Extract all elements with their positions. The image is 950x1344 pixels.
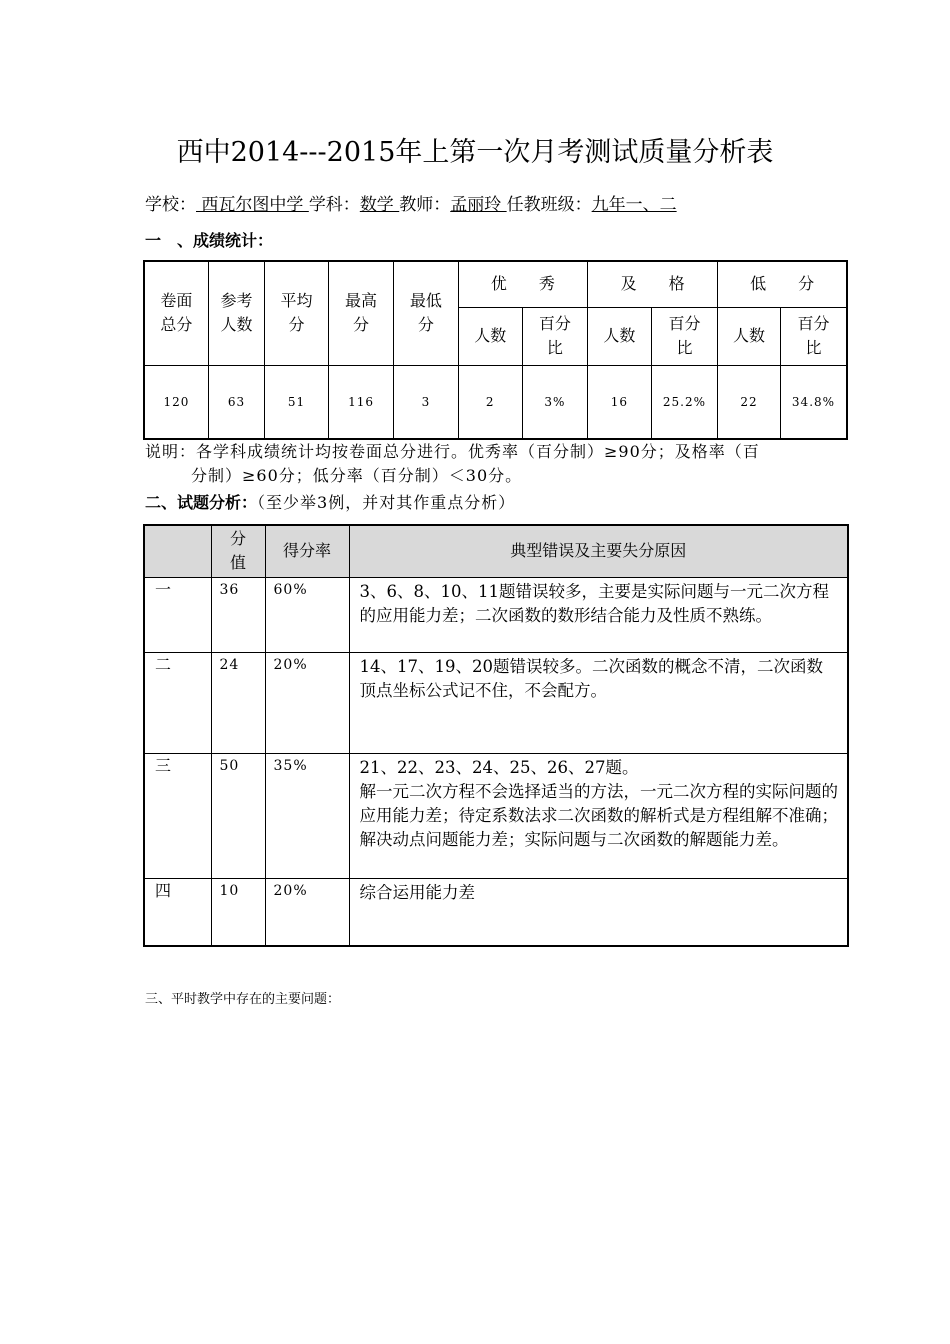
row-name: 四 xyxy=(144,878,211,946)
teacher-value: 孟丽玲 xyxy=(450,195,507,215)
row-rate: 60% xyxy=(265,577,349,652)
section2-title xyxy=(145,490,515,513)
note-line-2: 分制）≥60分；低分率（百分制）＜30分。 xyxy=(191,466,523,485)
row-score: 50 xyxy=(211,753,265,878)
value-average: 51 xyxy=(265,365,329,439)
value-excellent-percent: 3% xyxy=(522,365,587,439)
row-score: 36 xyxy=(211,577,265,652)
header-excellent-percent: 百分 比 xyxy=(522,307,587,365)
table-row xyxy=(144,878,848,946)
info-line xyxy=(145,190,677,215)
header-pass-percent: 百分 比 xyxy=(651,307,717,365)
subject-label: 学科： xyxy=(308,195,360,215)
row-score: 10 xyxy=(211,878,265,946)
row-name: 二 xyxy=(144,652,211,753)
stats-note xyxy=(145,440,760,488)
row-score: 24 xyxy=(211,652,265,753)
analysis-header-score: 分 值 xyxy=(211,525,265,577)
table-row xyxy=(144,753,848,878)
value-lowest: 3 xyxy=(394,365,459,439)
header-lowest: 最低 分 xyxy=(394,261,459,365)
analysis-header-rate: 得分率 xyxy=(265,525,349,577)
teacher-label: 教师： xyxy=(399,195,451,215)
header-pass: 及 格 xyxy=(588,261,718,307)
class-value: 九年一、二 xyxy=(591,195,677,215)
header-pass-count: 人数 xyxy=(588,307,652,365)
row-reason: 21、22、23、24、25、26、27题。 解一元二次方程不会选择适当的方法，一元二次方程的实际问题的应用能力差；待定系数法求二次函数的解析式是方程组解不准确；解决动点问题能力差；实际问题与二次函数的解题能力差。 xyxy=(349,753,848,878)
page-title: 西中2014---2015年上第一次月考测试质量分析表 xyxy=(176,137,774,168)
value-highest: 116 xyxy=(328,365,393,439)
analysis-header-blank xyxy=(144,525,211,577)
value-pass-percent: 25.2% xyxy=(651,365,717,439)
header-participants: 参考 人数 xyxy=(208,261,264,365)
school-value: 西瓦尔图中学 xyxy=(196,195,309,215)
value-low-percent: 34.8% xyxy=(780,365,847,439)
table-row xyxy=(144,577,848,652)
row-name: 三 xyxy=(144,753,211,878)
section2-instruction: （至少举3例，并对其作重点分析） xyxy=(257,493,516,512)
value-excellent-count: 2 xyxy=(458,365,522,439)
row-reason: 3、6、8、10、11题错误较多，主要是实际问题与一元二次方程的应用能力差；二次函数的数形结合能力及性质不熟练。 xyxy=(349,577,848,652)
header-excellent-count: 人数 xyxy=(458,307,522,365)
value-participants: 63 xyxy=(208,365,264,439)
row-rate: 20% xyxy=(265,652,349,753)
stats-table xyxy=(143,260,848,440)
header-low-percent: 百分 比 xyxy=(780,307,847,365)
section3-title: 三、平时教学中存在的主要问题： xyxy=(145,992,341,1007)
header-total: 卷面 总分 xyxy=(144,261,208,365)
header-average: 平均 分 xyxy=(265,261,329,365)
row-rate: 20% xyxy=(265,878,349,946)
value-total: 120 xyxy=(144,365,208,439)
row-rate: 35% xyxy=(265,753,349,878)
subject-value: 数学 xyxy=(359,195,400,215)
header-low-count: 人数 xyxy=(718,307,781,365)
analysis-table xyxy=(143,524,849,947)
row-name: 一 xyxy=(144,577,211,652)
header-low: 低 分 xyxy=(718,261,847,307)
note-line-1: 说明：各学科成绩统计均按卷面总分进行。优秀率（百分制）≥90分；及格率（百 xyxy=(145,442,760,461)
section1-title: 一 、成绩统计： xyxy=(145,231,274,250)
header-excellent: 优 秀 xyxy=(458,261,587,307)
section2-heading: 二、试题分析： xyxy=(145,493,258,512)
row-reason: 综合运用能力差 xyxy=(349,878,848,946)
value-pass-count: 16 xyxy=(588,365,652,439)
class-label: 任教班级： xyxy=(506,195,592,215)
analysis-header-reason: 典型错误及主要失分原因 xyxy=(349,525,848,577)
header-highest: 最高 分 xyxy=(328,261,393,365)
row-reason: 14、17、19、20题错误较多。二次函数的概念不清，二次函数顶点坐标公式记不住，不会配方。 xyxy=(349,652,848,753)
table-row xyxy=(144,652,848,753)
value-low-count: 22 xyxy=(718,365,781,439)
school-label: 学校： xyxy=(145,195,196,215)
